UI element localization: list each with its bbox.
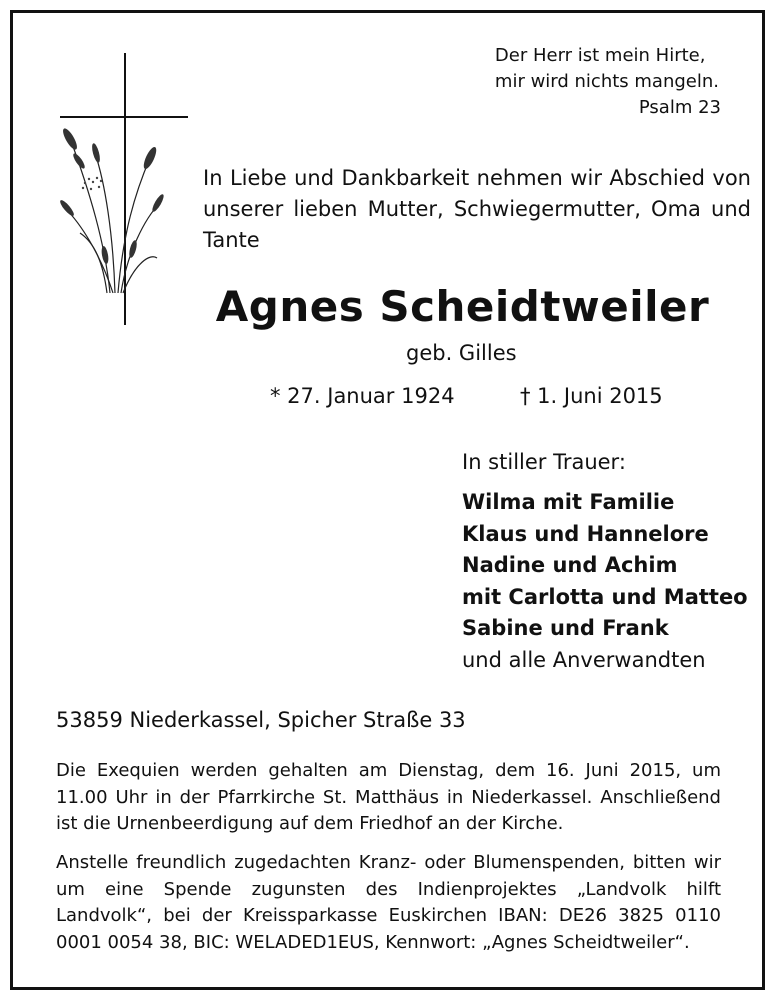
mourner-name: Sabine und Frank — [462, 616, 669, 640]
mourner-name: mit Carlotta und Matteo — [462, 584, 748, 609]
mourner-name: Nadine und Achim — [462, 553, 678, 577]
deceased-name: Agnes Scheidtweiler — [215, 282, 710, 331]
mourners-closing: und alle Anverwandten — [462, 647, 706, 672]
mourner-name: Wilma mit Familie — [462, 490, 675, 514]
donation-info: Anstelle freundlich zugedachten Kranz- oder Blumenspenden, bitten wir um eine Spende zugunsten des Indienprojektes „Landvolk hilft Landvolk“, bei der Kreissparkasse Euskirchen IBAN: DE26 3825 0110 0001 0054 38, BIC: WELADED1EUS, Kennwort: „Agnes Scheidtweiler“. — [56, 852, 721, 953]
funeral-info: Die Exequien werden gehalten am Dienstag, dem 16. Juni 2015, um 11.00 Uhr in der Pfarrkirche St. Matthäus in Niederkassel. Anschließend ist die Urnenbeerdigung auf dem Friedhof an der Kirche. — [56, 760, 721, 834]
birth-date: * 27. Januar 1924 — [270, 384, 455, 408]
mourners-list — [462, 487, 748, 676]
death-date: † 1. Juni 2015 — [520, 384, 663, 408]
psalm-quote — [495, 43, 719, 121]
maiden-name: geb. Gilles — [406, 341, 517, 365]
mourner-name: Klaus und Hannelore — [462, 521, 709, 546]
intro-text: In Liebe und Dankbarkeit nehmen wir Abschied von unserer lieben Mutter, Schwiegermutter, Oma und Tante — [203, 166, 751, 252]
psalm-line-2: mir wird nichts mangeln. — [494, 71, 719, 92]
psalm-line-1: Der Herr ist mein Hirte, — [494, 45, 706, 66]
address: 53859 Niederkassel, Spicher Straße 33 — [56, 708, 466, 732]
mourning-heading: In stiller Trauer: — [462, 450, 626, 474]
psalm-reference: Psalm 23 — [638, 97, 721, 118]
